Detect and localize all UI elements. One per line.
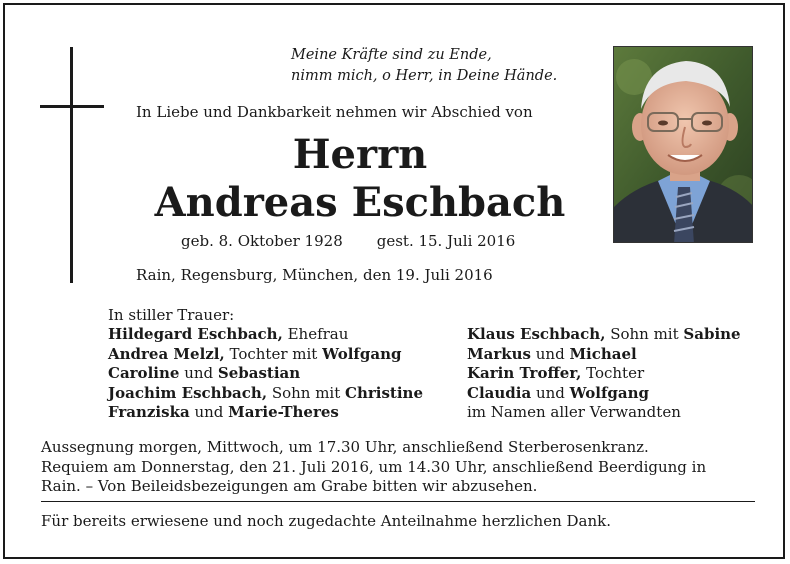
mourners-left-column [108, 325, 423, 423]
life-dates [181, 232, 515, 250]
obituary-card [3, 3, 785, 559]
cross-icon [70, 47, 73, 283]
notice-line-1: Aussegnung morgen, Mittwoch, um 17.30 Uhr, anschließend Sterberosenkranz. [41, 438, 649, 456]
verse-line-1: Meine Kräfte sind zu Ende, [291, 47, 492, 63]
salutation: Herrn [292, 131, 428, 178]
mourner-line: Andrea Melzl, Tochter mit Wolfgang [108, 344, 402, 363]
service-notice [41, 438, 761, 497]
mourner-line: Klaus Eschbach, Sohn mit Sabine [467, 325, 741, 343]
mourners-right-column [467, 325, 741, 423]
deceased-name: Andreas Eschbach [154, 179, 566, 226]
divider [41, 501, 755, 502]
mourners-heading: In stiller Trauer: [108, 306, 235, 324]
place-date: Rain, Regensburg, München, den 19. Juli 2016 [136, 266, 493, 284]
birth-date: geb. 8. Oktober 1928 [181, 232, 343, 250]
portrait-photo-graphic [614, 47, 753, 243]
portrait-photo [613, 46, 753, 243]
intro-text: In Liebe und Dankbarkeit nehmen wir Abschied von [136, 103, 533, 121]
mourner-line: Hildegard Eschbach, Ehefrau [108, 325, 349, 343]
cross-icon-bar [40, 105, 104, 108]
thanks-text: Für bereits erwiesene und noch zugedachte Anteilnahme herzlichen Dank. [41, 512, 611, 530]
mourner-line: Caroline und Sebastian [108, 364, 301, 382]
mourner-line: Franziska und Marie-Theres [108, 403, 339, 421]
mourner-line: Joachim Eschbach, Sohn mit Christine [108, 383, 423, 402]
notice-line-2: Requiem am Donnerstag, den 21. Juli 2016, um 14.30 Uhr, anschließend Beerdigung in [41, 457, 707, 476]
mourner-line: Markus und Michael [467, 344, 637, 363]
mourner-line: Claudia und Wolfgang [467, 383, 650, 402]
verse-line-2: nimm mich, o Herr, in Deine Hände. [291, 68, 558, 84]
verse [291, 45, 557, 87]
mourner-line: Karin Troffer, Tochter [467, 364, 645, 382]
notice-line-3: Rain. – Von Beileidsbezeigungen am Grabe bitten wir abzusehen. [41, 477, 538, 495]
mourner-line: im Namen aller Verwandten [467, 403, 681, 421]
death-date: gest. 15. Juli 2016 [376, 232, 516, 250]
